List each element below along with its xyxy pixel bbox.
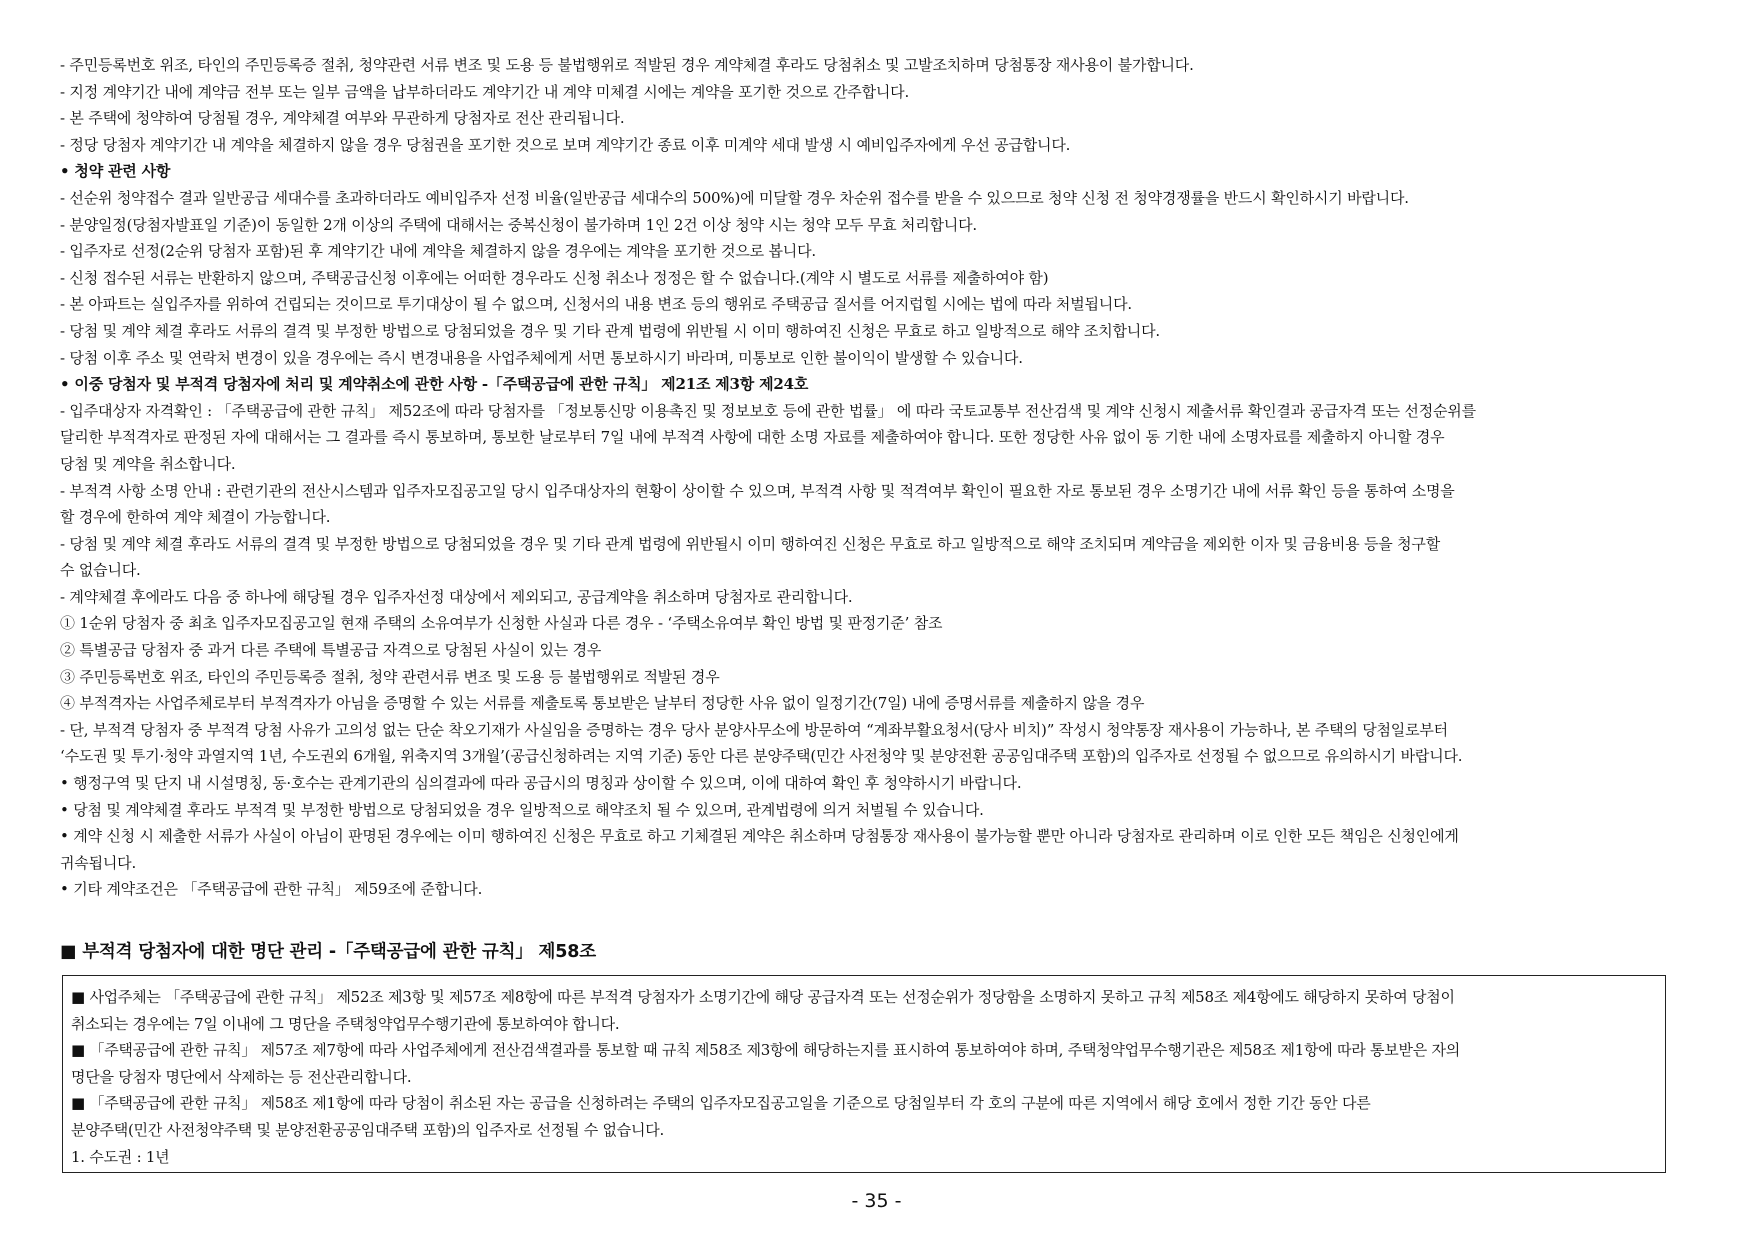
- body-line: - 본 아파트는 실입주자를 위하여 건립되는 것이므로 투기대상이 될 수 없으며, 신청서의 내용 변조 등의 행위로 주택공급 질서를 어지럽힐 시에는 법에 따라 처벌됩니다.: [60, 295, 1132, 314]
- body-line: • 계약 신청 시 제출한 서류가 사실이 아님이 판명된 경우에는 이미 행하여진 신청은 무효로 하고 기체결된 계약은 취소하며 당첨통장 재사용이 불가능할 뿐만 아니라 당첨자로 관리하며 이로 인한 모든 책임은 신청인에게: [60, 827, 1459, 846]
- page-number: - 35 -: [851, 1190, 902, 1212]
- notice-line: 취소되는 경우에는 7일 이내에 그 명단을 주택청약업무수행기관에 통보하여야 합니다.: [71, 1014, 620, 1033]
- body-line: - 주민등록번호 위조, 타인의 주민등록증 절취, 청약관련 서류 변조 및 도용 등 불법행위로 적발된 경우 계약체결 후라도 당첨취소 및 고발조치하며 당첨통장 재사용이 불가합니다.: [60, 56, 1194, 74]
- notice-line: ■ 「주택공급에 관한 규칙」 제57조 제7항에 따라 사업주체에게 전산검색결과를 통보할 때 규칙 제58조 제3항에 해당하는지를 표시하여 통보하여야 하며, 주택청약업무수행기관은 제58조 제1항에 따라 통보받은 자의: [71, 1041, 1460, 1060]
- body-line: 할 경우에 한하여 계약 체결이 가능합니다.: [60, 508, 331, 527]
- body-line: ② 특별공급 당첨자 중 과거 다른 주택에 특별공급 자격으로 당첨된 사실이 있는 경우: [60, 641, 602, 660]
- body-line: • 당첨 및 계약체결 후라도 부적격 및 부정한 방법으로 당첨되었을 경우 일방적으로 해약조치 될 수 있으며, 관계법령에 의거 처벌될 수 있습니다.: [60, 800, 984, 819]
- body-line: - 부적격 사항 소명 안내 : 관련기관의 전산시스템과 입주자모집공고일 당시 입주대상자의 현황이 상이할 수 있으며, 부적격 사항 및 적격여부 확인이 필요한 자로 통보된 경우 소명기간 내에 서류 확인 등을 통하여 소명을: [60, 481, 1455, 500]
- body-line: - 당첨 및 계약 체결 후라도 서류의 결격 및 부정한 방법으로 당첨되었을 경우 및 기타 관계 법령에 위반될시 이미 행하여진 신청은 무효로 하고 일방적으로 해약 조치되며 계약금을 제외한 이자 및 금융비용 등을 청구할: [60, 534, 1440, 553]
- body-line: - 선순위 청약접수 결과 일반공급 세대수를 초과하더라도 예비입주자 선정 비율(일반공급 세대수의 500%)에 미달할 경우 차순위 접수를 받을 수 있으므로 청약 신청 전 청약경쟁률을 반드시 확인하시기 바랍니다.: [60, 188, 1409, 207]
- body-line: 당첨 및 계약을 취소합니다.: [60, 454, 236, 473]
- body-line: ① 1순위 당첨자 중 최초 입주자모집공고일 현재 주택의 소유여부가 신청한 사실과 다른 경우 - ‘주택소유여부 확인 방법 및 판정기준’ 참조: [60, 614, 943, 633]
- body-line: 달리한 부적격자로 판정된 자에 대해서는 그 결과를 즉시 통보하며, 통보한 날로부터 7일 내에 부적격 사항에 대한 소명 자료를 제출하여야 합니다. 또한 정당한 사유 없이 동 기한 내에 소명자료를 제출하지 아니할 경우: [60, 428, 1445, 447]
- notice-line: 명단을 당첨자 명단에서 삭제하는 등 전산관리합니다.: [71, 1067, 412, 1086]
- notice-box: [62, 975, 1666, 1173]
- section-title: ■ 부적격 당첨자에 대한 명단 관리 -「주택공급에 관한 규칙」 제58조: [60, 942, 596, 962]
- section-heading: • 청약 관련 사항: [60, 162, 171, 181]
- body-line: ④ 부적격자는 사업주체로부터 부적격자가 아님을 증명할 수 있는 서류를 제출토록 통보받은 날부터 정당한 사유 없이 일정기간(7일) 내에 증명서류를 제출하지 않을 경우: [60, 694, 1145, 713]
- body-line: - 정당 당첨자 계약기간 내 계약을 체결하지 않을 경우 당첨권을 포기한 것으로 보며 계약기간 종료 이후 미계약 세대 발생 시 예비입주자에게 우선 공급합니다.: [60, 135, 1071, 154]
- body-text: [60, 52, 1700, 903]
- body-line: - 신청 접수된 서류는 반환하지 않으며, 주택공급신청 이후에는 어떠한 경우라도 신청 취소나 정정은 할 수 없습니다.(계약 시 별도로 서류를 제출하여야 함): [60, 268, 1049, 287]
- notice-line: ■ 사업주체는 「주택공급에 관한 규칙」 제52조 제3항 및 제57조 제8항에 따른 부적격 당첨자가 소명기간에 해당 공급자격 또는 선정순위가 정당함을 소명하지 못하고 규칙 제58조 제4항에도 해당하지 못하여 당첨이: [71, 988, 1455, 1006]
- body-line: - 계약체결 후에라도 다음 중 하나에 해당될 경우 입주자선정 대상에서 제외되고, 공급계약을 취소하며 당첨자로 관리합니다.: [60, 587, 853, 606]
- body-line: • 행정구역 및 단지 내 시설명칭, 동·호수는 관계기관의 심의결과에 따라 공급시의 명칭과 상이할 수 있으며, 이에 대하여 확인 후 청약하시기 바랍니다.: [60, 774, 1022, 793]
- notice-line: ■ 「주택공급에 관한 규칙」 제58조 제1항에 따라 당첨이 취소된 자는 공급을 신청하려는 주택의 입주자모집공고일을 기준으로 당첨일부터 각 호의 구분에 따른 지역에서 해당 호에서 정한 기간 동안 다른: [71, 1094, 1371, 1113]
- body-line: ‘수도권 및 투기·청약 과열지역 1년, 수도권외 6개월, 위축지역 3개월’(공급신청하려는 지역 기준) 동안 다른 분양주택(민간 사전청약 및 분양전환 공공임대주택 포함)의 입주자로 선정될 수 없으므로 유의하시기 바랍니다.: [60, 747, 1463, 766]
- section-heading: • 이중 당첨자 및 부적격 당첨자에 처리 및 계약취소에 관한 사항 -「주택공급에 관한 규칙」 제21조 제3항 제24호: [60, 375, 809, 394]
- body-line: - 입주대상자 자격확인 : 「주택공급에 관한 규칙」 제52조에 따라 당첨자를 「정보통신망 이용촉진 및 정보보호 등에 관한 법률」 에 따라 국토교통부 전산검색 및 계약 신청시 제출서류 확인결과 공급자격 또는 선정순위를: [60, 401, 1476, 420]
- body-line: ③ 주민등록번호 위조, 타인의 주민등록증 절취, 청약 관련서류 변조 및 도용 등 불법행위로 적발된 경우: [60, 667, 720, 686]
- body-line: 수 없습니다.: [60, 561, 141, 580]
- body-line: - 지정 계약기간 내에 계약금 전부 또는 일부 금액을 납부하더라도 계약기간 내 계약 미체결 시에는 계약을 포기한 것으로 간주합니다.: [60, 82, 910, 101]
- body-line: - 당첨 이후 주소 및 연락처 변경이 있을 경우에는 즉시 변경내용을 사업주체에게 서면 통보하시기 바라며, 미통보로 인한 불이익이 발생할 수 있습니다.: [60, 348, 1023, 367]
- body-line: - 분양일정(당첨자발표일 기준)이 동일한 2개 이상의 주택에 대해서는 중복신청이 불가하며 1인 2건 이상 청약 시는 청약 모두 무효 처리합니다.: [60, 215, 977, 234]
- body-line: - 본 주택에 청약하여 당첨될 경우, 계약체결 여부와 무관하게 당첨자로 전산 관리됩니다.: [60, 109, 625, 128]
- body-line: - 단, 부적격 당첨자 중 부적격 당첨 사유가 고의성 없는 단순 착오기재가 사실임을 증명하는 경우 당사 분양사무소에 방문하여 “계좌부활요청서(당사 비치)” 작성시 청약통장 재사용이 가능하나, 본 주택의 당첨일로부터: [60, 720, 1448, 739]
- body-line: 귀속됩니다.: [60, 853, 137, 872]
- notice-line: 1. 수도권 : 1년: [71, 1147, 170, 1166]
- body-line: - 당첨 및 계약 체결 후라도 서류의 결격 및 부정한 방법으로 당첨되었을 경우 및 기타 관계 법령에 위반될 시 이미 행하여진 신청은 무효로 하고 일방적으로 해약 조치합니다.: [60, 321, 1160, 340]
- notice-line: 분양주택(민간 사전청약주택 및 분양전환공공임대주택 포함)의 입주자로 선정될 수 없습니다.: [71, 1120, 664, 1139]
- body-line: • 기타 계약조건은 「주택공급에 관한 규칙」 제59조에 준합니다.: [60, 880, 483, 899]
- body-line: - 입주자로 선정(2순위 당첨자 포함)된 후 계약기간 내에 계약을 체결하지 않을 경우에는 계약을 포기한 것으로 봅니다.: [60, 242, 816, 261]
